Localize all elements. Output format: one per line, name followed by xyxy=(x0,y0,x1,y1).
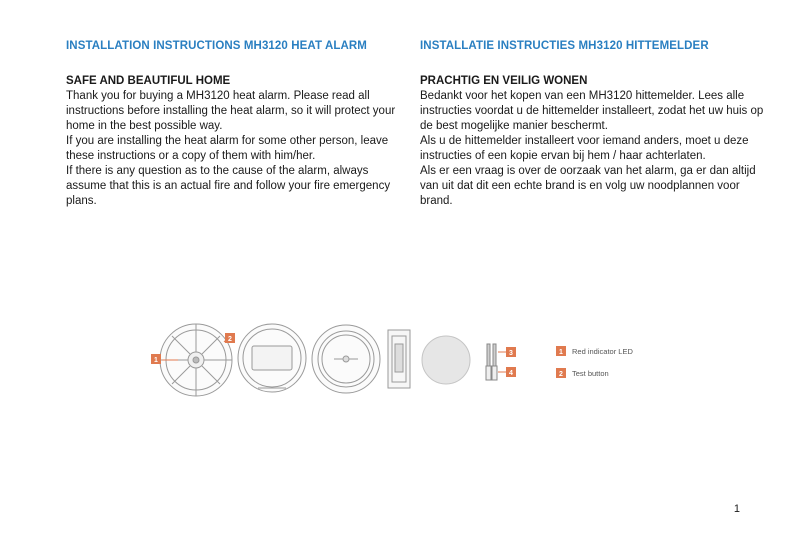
callout-1-number: 1 xyxy=(154,357,158,364)
callout-2 xyxy=(225,333,235,343)
legend-item-1-number: 1 xyxy=(559,349,563,356)
base-plate-drawing xyxy=(160,324,232,396)
alarm-front-drawing xyxy=(312,325,380,393)
english-subheading: SAFE AND BEAUTIFUL HOME xyxy=(66,75,231,87)
product-parts-illustration xyxy=(148,322,658,402)
legend-item-2-label: Test button xyxy=(572,369,609,378)
dutch-paragraph-1: Bedankt voor het kopen van een MH3120 hittemelder. Lees alle instructies voordat u de hittemelder installeert, zodat het uw huis op de best mogelijke manier beschermt. xyxy=(420,90,764,132)
english-paragraph-2: If you are installing the heat alarm for some other person, leave these instructions or a copy of them with him/her. xyxy=(66,135,389,162)
dutch-subheading: PRACHTIG EN VEILIG WONEN xyxy=(420,75,588,87)
alarm-back-drawing xyxy=(238,324,306,392)
english-heading: INSTALLATION INSTRUCTIONS MH3120 HEAT ALARM xyxy=(66,40,367,52)
english-column xyxy=(66,40,406,209)
callout-3-number: 3 xyxy=(509,350,513,357)
dutch-heading: INSTALLATIE INSTRUCTIES MH3120 HITTEMELDER xyxy=(420,40,709,52)
legend-item-2 xyxy=(556,368,609,378)
dutch-paragraph-2: Als u de hittemelder installeert voor iemand anders, moet u deze instructies of een kopie ervan bij hem / haar achterlaten. xyxy=(420,135,749,162)
legend-item-1 xyxy=(556,346,633,356)
callout-4 xyxy=(506,367,516,377)
callout-1 xyxy=(151,354,161,364)
legend-item-2-number: 2 xyxy=(559,371,563,378)
side-mount-drawing xyxy=(388,330,410,388)
callout-3 xyxy=(506,347,516,357)
callout-2-number: 2 xyxy=(228,336,232,343)
english-paragraph-1: Thank you for buying a MH3120 heat alarm. Please read all instructions before installing the heat alarm, so it will protect your home in the best possible way. xyxy=(66,90,396,132)
dutch-paragraph-3: Als er een vraag is over de oorzaak van het alarm, ga er dan altijd van uit dat dit een echte brand is en volg uw noodplannen voor brand. xyxy=(420,165,756,207)
english-paragraph-3: If there is any question as to the cause of the alarm, always assume that this is an actual fire and follow your fire emergency plans. xyxy=(66,165,391,207)
page-number: 1 xyxy=(733,503,740,515)
legend xyxy=(556,346,633,378)
legend-item-1-label: Red indicator LED xyxy=(572,347,633,356)
dutch-column xyxy=(420,40,770,209)
screws-and-plugs-drawing xyxy=(486,344,506,380)
disc-drawing xyxy=(422,336,470,384)
callout-4-number: 4 xyxy=(509,370,513,377)
